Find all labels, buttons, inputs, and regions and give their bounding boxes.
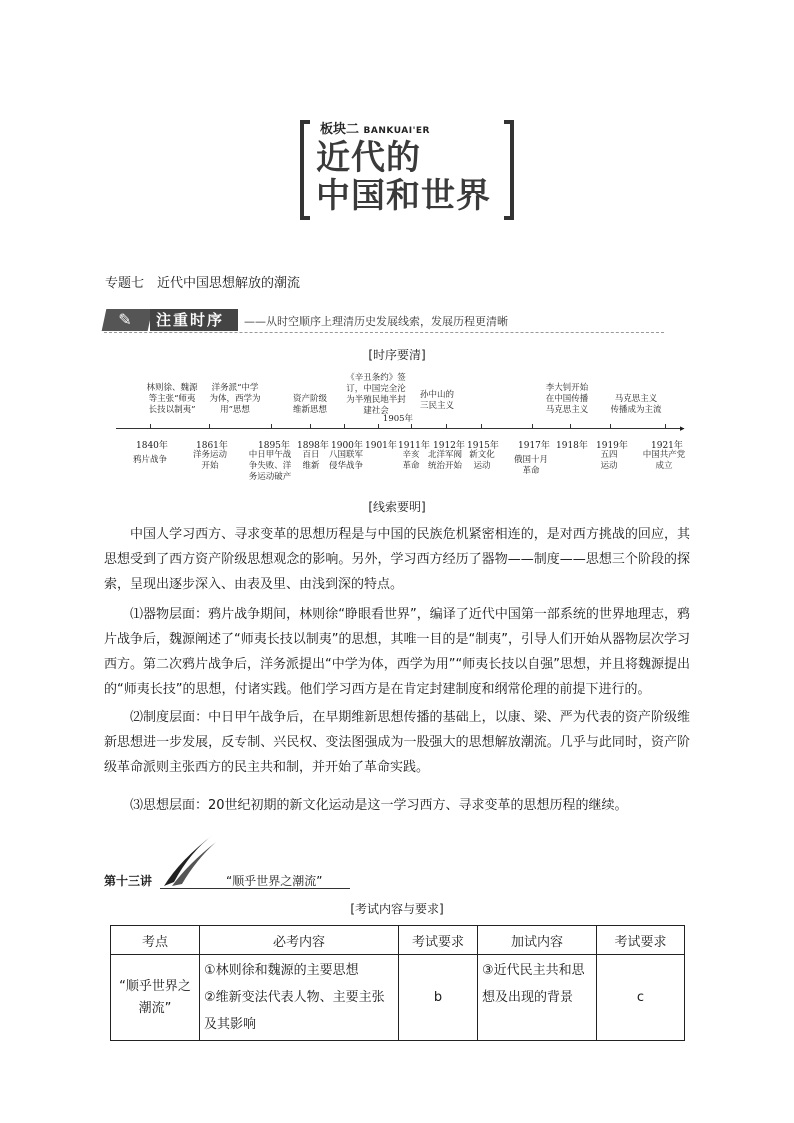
table-header-row	[111, 926, 685, 955]
required-level-cell: b	[399, 955, 478, 1041]
table-header: 加试内容	[478, 926, 597, 955]
pencil-icon: ✎	[118, 310, 132, 329]
timeline-event-below: 五四 运动	[600, 450, 618, 471]
timeline-tick	[209, 424, 210, 429]
exam-point-cell: “顺乎世界之潮流”	[111, 955, 200, 1041]
module-banner	[300, 120, 514, 220]
extra-content-cell: ③近代民主共和思想及出现的背景	[478, 955, 597, 1041]
timeline-tick	[665, 424, 666, 429]
notice-bar-title: 注重时序	[156, 311, 225, 329]
table-header: 考试要求	[597, 926, 685, 955]
timeline-event-below: 俄国十月 革命	[513, 455, 548, 476]
timeline-tick	[378, 424, 379, 429]
timeline-year: 1919年	[596, 441, 628, 451]
timeline-year: 1840年	[136, 441, 168, 451]
timeline-event-above: 1905年	[382, 414, 414, 424]
timeline-event-below: 八国联军 侵华战争	[328, 450, 363, 471]
timeline-event-below: 鸦片战争	[132, 455, 167, 465]
timeline-event-below: 中国共产党 成立	[642, 450, 686, 471]
module-label-cn: 板块二	[320, 122, 360, 137]
lecture-title: “顺乎世界之潮流”	[226, 874, 323, 888]
timeline-year: 1918年	[556, 441, 588, 451]
timeline-axis	[116, 428, 684, 429]
timeline-year: 1911年	[398, 441, 430, 451]
timeline-tick	[570, 424, 571, 429]
timeline-event-above: 洋务派“中学 为体，西学为 用”思想	[209, 383, 261, 415]
timeline-year: 1921年	[651, 441, 683, 451]
timeline-event-above: 《辛丑条约》签 订，中国完全沦 为半殖民地半封 建社会	[346, 373, 406, 416]
module-label	[320, 118, 430, 137]
timeline-year: 1895年	[258, 441, 290, 451]
timeline-event-below: 洋务运动 开始	[192, 450, 227, 471]
timeline-tick	[532, 424, 533, 429]
timeline-event-above: 林则徐、魏源 等主张“师夷 长技以制夷”	[146, 383, 198, 415]
notice-bar-subtitle: ——从时空顺序上理清历史发展线索，发展历程更清晰	[244, 315, 508, 328]
topic-title: 专题七 近代中国思想解放的潮流	[105, 276, 301, 291]
lecture-underline	[160, 888, 350, 889]
clues-paragraph: ⑴器物层面：鸦片战争期间，林则徐“睁眼看世界”，编译了近代中国第一部系统的世界地理志，鸦片战争后，魏源阐述了“师夷长技以制夷”的思想，其唯一目的是“制夷”，引导人们开始从器物层次学习西方。第二次鸦片战争后，洋务派提出“中学为体，西学为用”“师夷长技以自强”思想，并且将魏源提出的“师夷长技”的思想，付诸实践。他们学习西方是在肯定封建制度和纲常伦理的前提下进行的。	[104, 607, 690, 697]
module-label-pinyin: BANKUAI'ER	[363, 126, 430, 136]
timeline-year: 1917年	[518, 441, 550, 451]
timeline-event-below: 中日甲午战 争失败、洋 务运动破产	[248, 450, 292, 482]
timeline-event-above: 李大钊开始 在中国传播 马克思主义	[545, 383, 589, 415]
timeline-tick	[271, 424, 272, 429]
requirements-heading: [考试内容与要求]	[350, 902, 444, 916]
timeline-heading: [时序要清]	[368, 348, 426, 362]
timeline-year: 1898年	[297, 441, 329, 451]
left-bracket	[300, 120, 310, 220]
timeline-tick	[481, 424, 482, 429]
timeline-year: 1900年	[331, 441, 363, 451]
clues-paragraph: 中国人学习西方、寻求变革的思想历程是与中国的民族危机紧密相连的，是对西方挑战的回应，其思想受到了西方资产阶级思想观念的影响。另外，学习西方经历了器物——制度——思想三个阶段的探索，呈现出逐步深入、由表及里、由浅到深的特点。	[104, 527, 690, 592]
table-row	[111, 955, 685, 1041]
table-header: 考点	[111, 926, 200, 955]
requirements-table	[110, 925, 685, 1041]
timeline-event-below: 新文化 运动	[469, 450, 495, 471]
extra-level-cell: c	[597, 955, 685, 1041]
timeline-event-above: 资产阶级 维新思想	[292, 394, 327, 415]
swoosh-icon	[160, 830, 220, 890]
banner-title-line1: 近代的	[316, 138, 421, 178]
timeline-event-above: 马克思主义 传播成为主流	[610, 394, 662, 415]
timeline-event-below: 辛亥 革命	[402, 450, 420, 471]
timeline-event-below: 北洋军阀 统治开始	[427, 450, 462, 471]
timeline-tick	[446, 424, 447, 429]
timeline-year: 1915年	[467, 441, 499, 451]
notice-bar	[104, 307, 684, 333]
clues-paragraph: ⑵制度层面：中日甲午战争后，在早期维新思想传播的基础上，以康、梁、严为代表的资产阶级维新思想进一步发展，反专制、兴民权、变法图强成为一股强大的思想解放潮流。几乎与此同时，资产阶级革命派则主张西方的民主共和制，并开始了革命实践。	[104, 710, 690, 775]
timeline-tick	[610, 424, 611, 429]
clues-paragraph: ⑶思想层面：20世纪初期的新文化运动是这一学习西方、寻求变革的思想历程的继续。	[130, 798, 628, 813]
timeline-tick	[344, 424, 345, 429]
table-header: 考试要求	[399, 926, 478, 955]
timeline-year: 1901年	[365, 441, 397, 451]
bar-divider	[104, 332, 664, 333]
lecture-number: 第十三讲	[104, 874, 153, 888]
timeline-year: 1861年	[196, 441, 228, 451]
axis-arrow-icon: ▸	[680, 424, 685, 434]
timeline-tick	[150, 424, 151, 429]
timeline-event-below: 百日 维新	[302, 450, 320, 471]
clues-heading: [线索要明]	[368, 500, 426, 514]
banner-title-line2: 中国和世界	[316, 176, 491, 216]
timeline-year: 1912年	[433, 441, 465, 451]
required-content-cell: ①林则徐和魏源的主要思想 ②维新变法代表人物、主要主张及其影响	[200, 955, 399, 1041]
timeline-tick	[411, 424, 412, 429]
timeline-tick	[310, 424, 311, 429]
right-bracket	[504, 120, 514, 220]
timeline-event-above: 孙中山的 三民主义	[419, 390, 454, 411]
table-header: 必考内容	[200, 926, 399, 955]
